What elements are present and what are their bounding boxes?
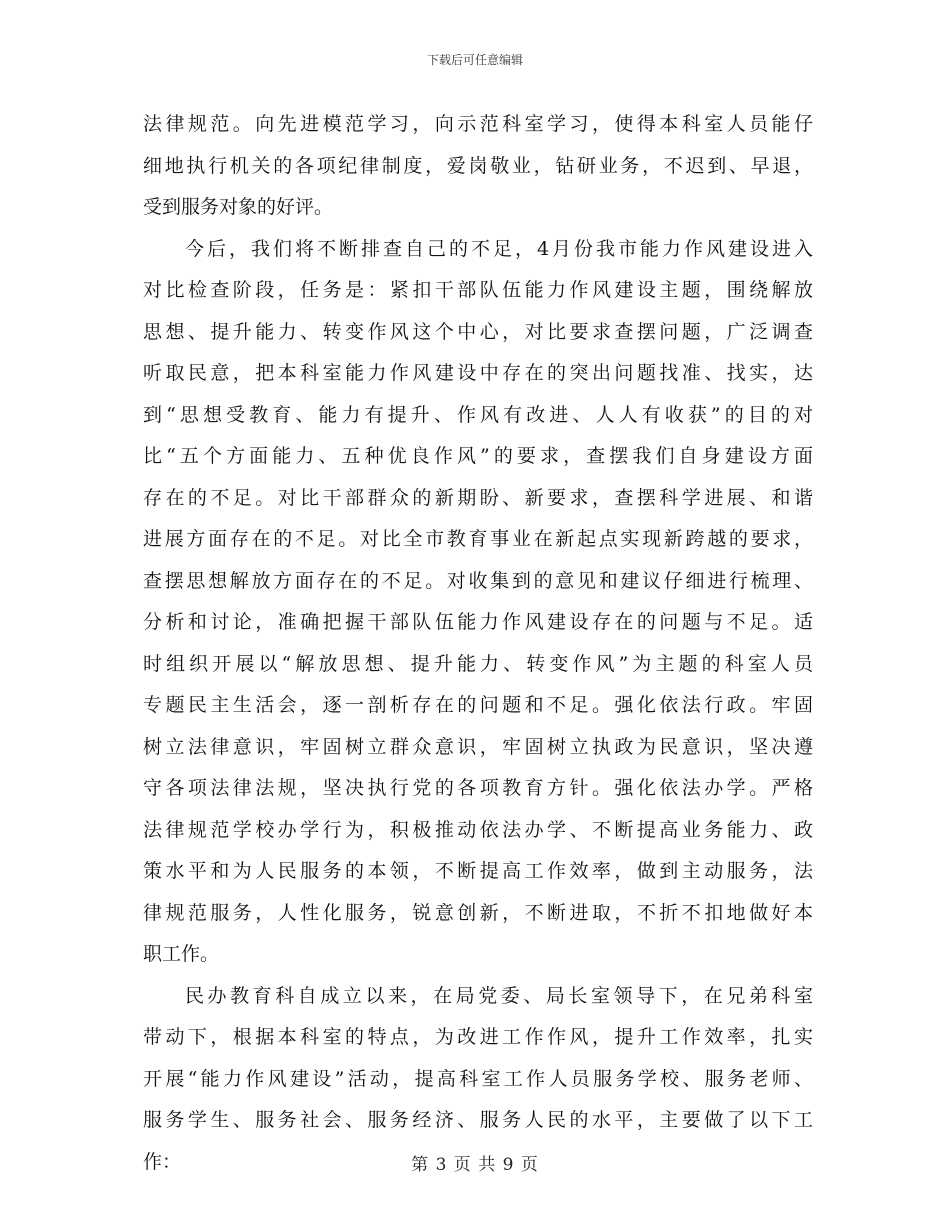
text-line: 树立法律意识，牢固树立群众意识，牢固树立执政为民意识，坚决遵 bbox=[143, 735, 813, 758]
text-line: 法律规范。向先进模范学习，向示范科室学习，使得本科室人员能仔 bbox=[143, 113, 813, 135]
paragraph-first-line: 今后，我们将不断排查自己的不足，4月份我市能力作风建设进入 bbox=[185, 237, 813, 260]
text-line: 作： bbox=[143, 1150, 182, 1173]
text-line: 查摆思想解放方面存在的不足。对收集到的意见和建议仔细进行梳理、 bbox=[143, 569, 813, 592]
text-line: 分析和讨论，准确把握干部队伍能力作风建设存在的问题与不足。适 bbox=[143, 611, 813, 633]
text-line: 开展“能力作风建设”活动，提高科室工作人员服务学校、服务老师、 bbox=[143, 1067, 813, 1090]
document-body bbox=[143, 104, 813, 1183]
text-line: 律规范服务，人性化服务，锐意创新，不断进取，不折不扣地做好本 bbox=[143, 901, 813, 924]
text-line: 思想、提升能力、转变作风这个中心，对比要求查摆问题，广泛调查 bbox=[143, 320, 813, 343]
text-line: 带动下，根据本科室的特点，为改进工作作风，提升工作效率，扎实 bbox=[143, 1026, 813, 1048]
text-line: 对比检查阶段，任务是：紧扣干部队伍能力作风建设主题，围绕解放 bbox=[143, 279, 813, 301]
text-line: 守各项法律法规，坚决执行党的各项教育方针。强化依法办学。严格 bbox=[143, 777, 813, 799]
page-number-footer: 第 3 页 共 9 页 bbox=[411, 1155, 539, 1175]
text-line: 职工作。 bbox=[143, 943, 220, 965]
paragraph-first-line: 民办教育科自成立以来，在局党委、局长室领导下，在兄弟科室 bbox=[185, 984, 813, 1007]
text-line: 策水平和为人民服务的本领，不断提高工作效率，做到主动服务，法 bbox=[143, 860, 813, 882]
text-line: 时组织开展以“解放思想、提升能力、转变作风”为主题的科室人员 bbox=[143, 652, 813, 675]
text-line: 专题民主生活会，逐一剖析存在的问题和不足。强化依法行政。牢固 bbox=[143, 694, 813, 716]
text-line: 到“思想受教育、能力有提升、作风有改进、人人有收获”的目的对 bbox=[143, 403, 813, 426]
page-header-note: 下载后可任意编辑 bbox=[426, 53, 523, 67]
text-line: 进展方面存在的不足。对比全市教育事业在新起点实现新跨越的要求， bbox=[143, 528, 813, 550]
text-line: 细地执行机关的各项纪律制度，爱岗敬业，钻研业务，不迟到、早退， bbox=[143, 154, 813, 177]
text-line: 比“五个方面能力、五种优良作风”的要求，查摆我们自身建设方面 bbox=[143, 445, 813, 467]
text-line: 法律规范学校办学行为，积极推动依法办学、不断提高业务能力、政 bbox=[143, 818, 813, 841]
text-line: 服务学生、服务社会、服务经济、服务人民的水平，主要做了以下工 bbox=[143, 1109, 813, 1131]
text-line: 受到服务对象的好评。 bbox=[143, 196, 334, 218]
text-line: 听取民意，把本科室能力作风建设中存在的突出问题找准、找实，达 bbox=[143, 362, 813, 384]
text-line: 存在的不足。对比干部群众的新期盼、新要求，查摆科学进展、和谐 bbox=[143, 486, 813, 509]
